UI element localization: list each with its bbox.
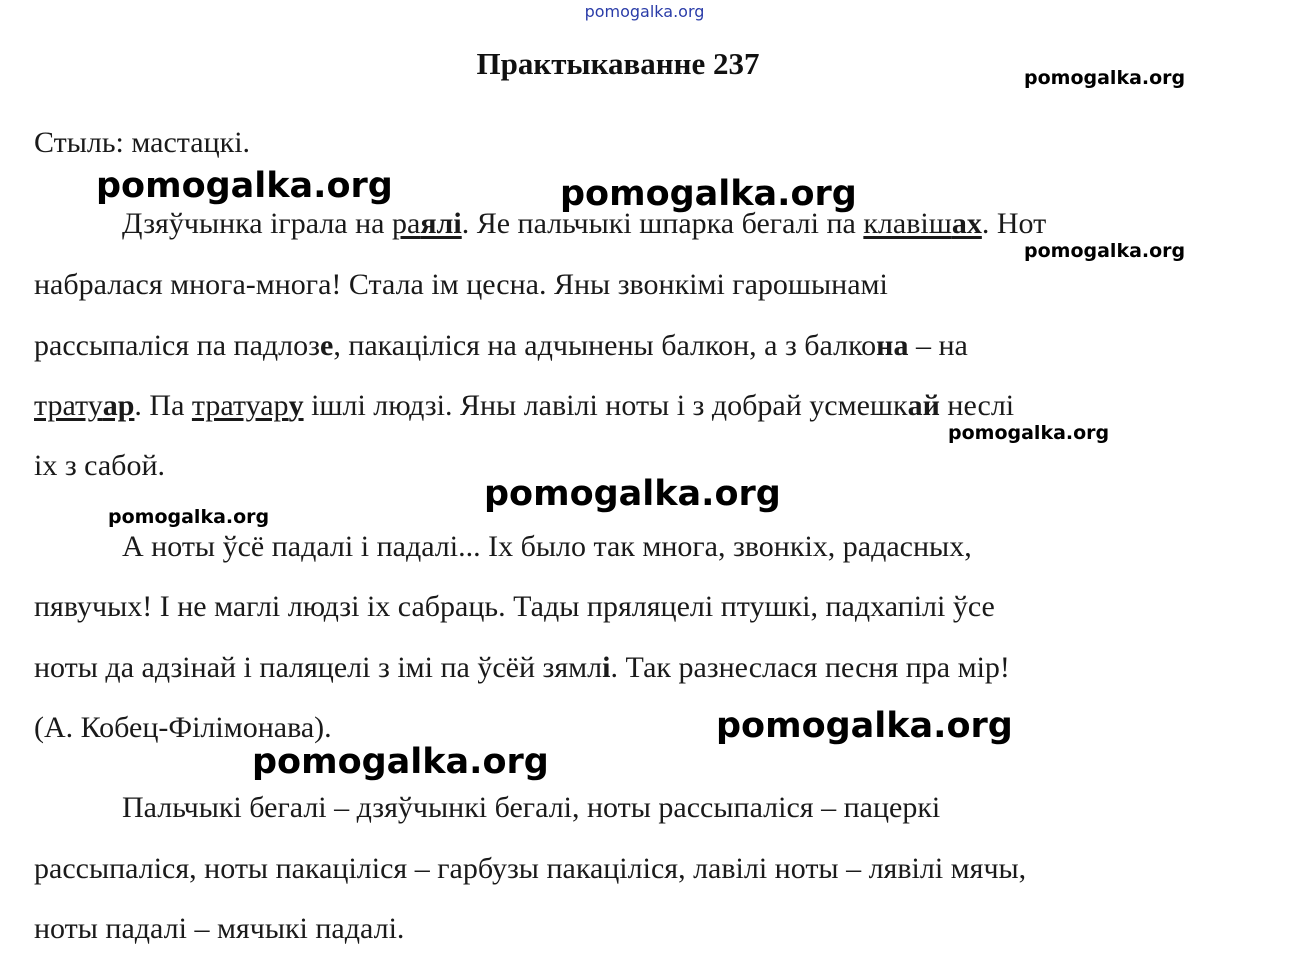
text-run: ра bbox=[391, 207, 421, 240]
bold-ending: у bbox=[288, 389, 304, 422]
watermark: pomogalka.org bbox=[1024, 67, 1186, 89]
watermark: pomogalka.org bbox=[716, 706, 1013, 746]
text-run: ішлі людзі. Яны лавілі ноты і з добрай усмешк bbox=[303, 389, 908, 422]
watermark: pomogalka.org bbox=[484, 474, 781, 514]
underlined-word-rayali bbox=[392, 207, 462, 240]
bold-ending: ах bbox=[951, 207, 982, 240]
watermark: pomogalka.org bbox=[108, 506, 270, 528]
text-run: ноты да адзінай і паляцелі з імі па ўсёй зямл bbox=[34, 651, 603, 684]
p1-line-3 bbox=[34, 329, 968, 363]
underlined-word-tratuar bbox=[34, 389, 134, 422]
p1-line-2: набралася многа-многа! Стала ім цесна. Яны звонкімі гарошынамі bbox=[34, 268, 888, 301]
text-run: рассыпаліся па падлоз bbox=[34, 329, 320, 362]
bold-ending: ар bbox=[102, 389, 135, 422]
p2-line-2: пявучых! І не маглі людзі іх сабраць. Тады пряляцелі птушкі, падхапілі ўсе bbox=[34, 590, 995, 623]
bold-ending: на bbox=[876, 329, 909, 362]
text-run: , пакаціліся на адчынены балкон, а з балко bbox=[333, 329, 877, 362]
text-run: трату bbox=[34, 389, 103, 422]
text-run: тратуар bbox=[191, 389, 289, 422]
text-run: . Так разнеслася песня пра мір! bbox=[610, 651, 1010, 684]
p3-line-2: рассыпаліся, ноты пакаціліся – гарбузы пакаціліся, лавілі ноты – лявілі мячы, bbox=[34, 852, 1027, 885]
p2-line-4: (А. Кобец-Філімонава). bbox=[34, 711, 332, 744]
text-run: Дзяўчынка іграла на bbox=[122, 207, 392, 240]
p3-line-3: ноты падалі – мячыкі падалі. bbox=[34, 912, 405, 945]
p2-line-3 bbox=[34, 651, 1010, 685]
top-watermark: pomogalka.org bbox=[584, 2, 705, 21]
text-run: неслі bbox=[939, 389, 1015, 422]
watermark: pomogalka.org bbox=[560, 174, 857, 214]
text-run: . bbox=[461, 207, 470, 240]
text-run: . Па bbox=[134, 389, 192, 422]
style-line: Стыль: мастацкі. bbox=[34, 126, 251, 159]
underlined-word-tratuaru bbox=[192, 389, 304, 422]
p2-line-1: А ноты ўсё падалі і падалі... Іх было так многа, звонкіх, радасных, bbox=[122, 530, 972, 563]
bold-ending: ай bbox=[907, 389, 940, 422]
watermark: pomogalka.org bbox=[96, 166, 393, 206]
bold-ending: ялі bbox=[420, 207, 462, 240]
bold-ending: е bbox=[319, 329, 334, 362]
text-run: . Нот bbox=[981, 207, 1047, 240]
p3-line-1: Пальчыкі бегалі – дзяўчынкі бегалі, ноты рассыпаліся – пацеркі bbox=[122, 791, 941, 824]
bold-ending: і bbox=[602, 651, 611, 684]
underlined-word-klavishah bbox=[863, 207, 981, 240]
p1-line-5: іх з сабой. bbox=[34, 449, 166, 482]
page-title: Практыкаванне 237 bbox=[476, 46, 760, 81]
p1-line-4 bbox=[34, 389, 1014, 423]
watermark: pomogalka.org bbox=[948, 422, 1110, 444]
watermark: pomogalka.org bbox=[1024, 240, 1186, 262]
text-run: Яе пальчыкі шпарка бегалі па bbox=[469, 207, 864, 240]
watermark: pomogalka.org bbox=[252, 742, 549, 782]
text-run: – на bbox=[908, 329, 968, 362]
text-run: клавіш bbox=[863, 207, 952, 240]
